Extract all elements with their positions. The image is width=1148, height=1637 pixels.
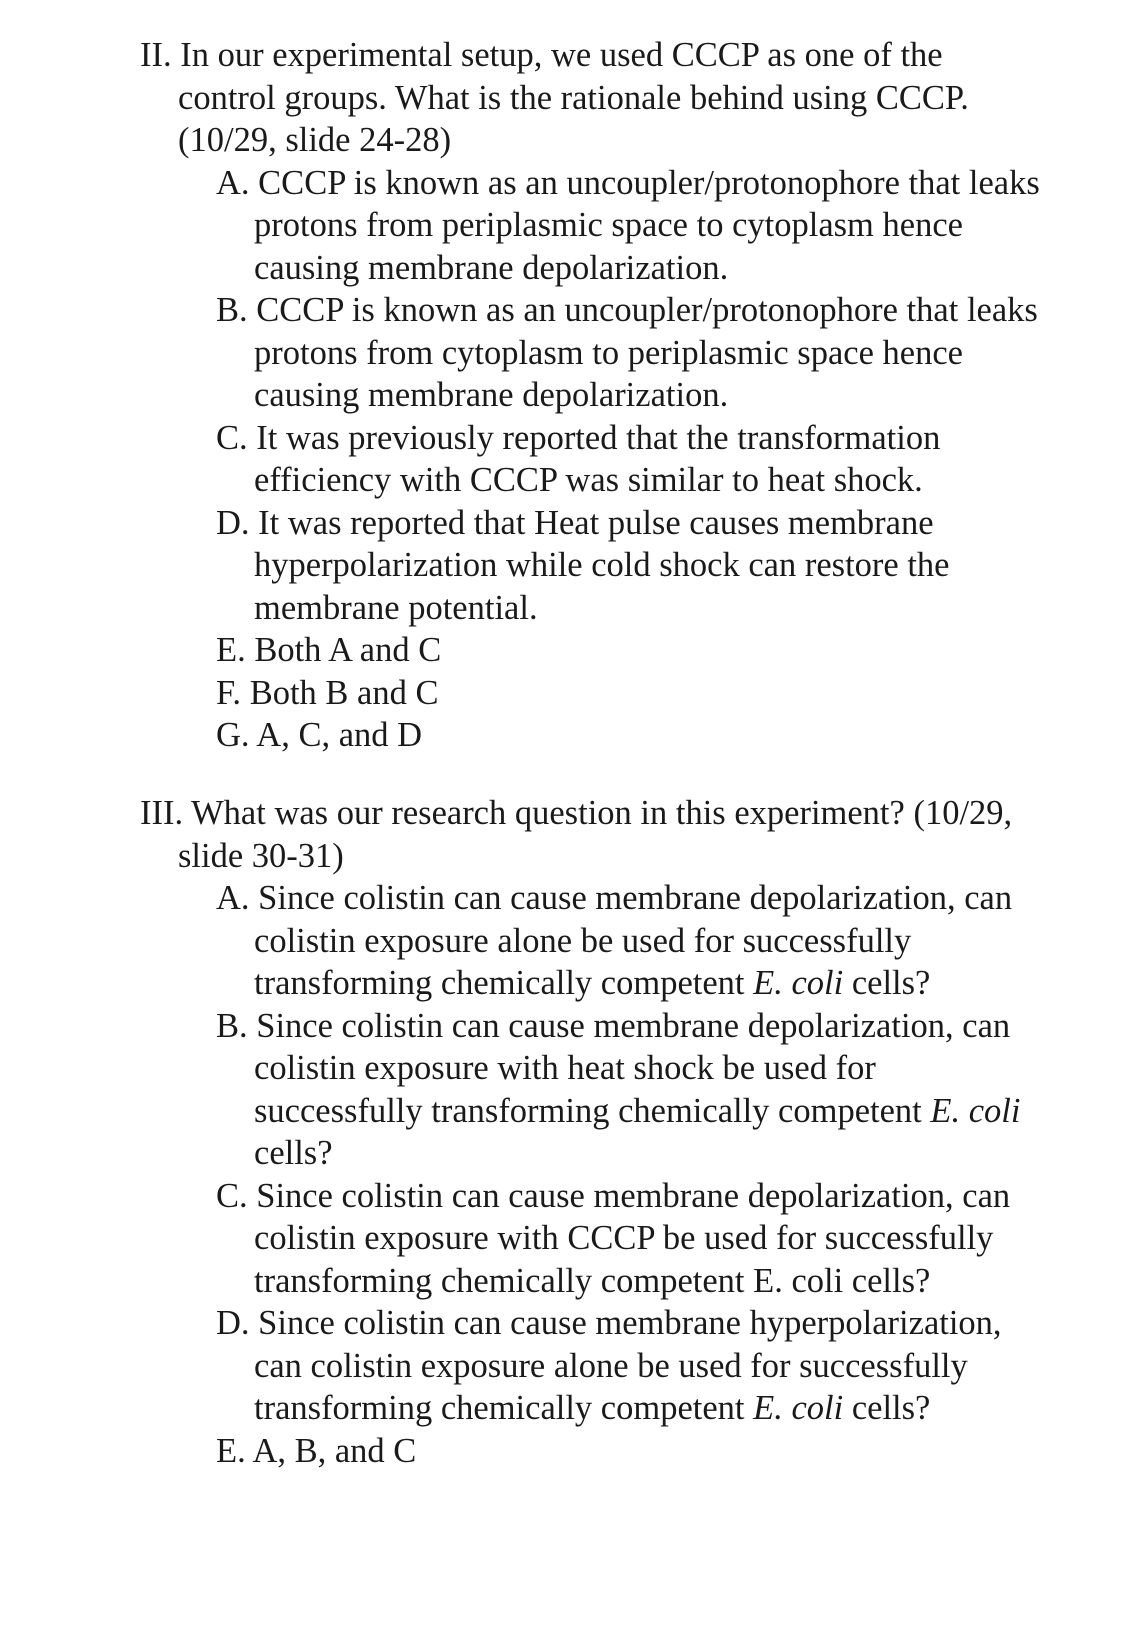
option-text: Since colistin can cause membrane depolarization, can colistin exposure with heat shock be used for successfully transforming chemically competent xyxy=(254,1006,1011,1130)
option-b xyxy=(216,1005,1040,1175)
option-d xyxy=(216,1302,1040,1430)
question-text: In our experimental setup, we used CCCP as one of the control groups. What is the rationale behind using CCCP. (10/29, slide 24-28) xyxy=(178,36,969,159)
option-c xyxy=(216,417,1040,502)
answer-options xyxy=(140,162,1040,757)
option-letter: A. xyxy=(216,879,250,917)
option-d xyxy=(216,502,1040,630)
option-a xyxy=(216,877,1040,1005)
option-letter: B. xyxy=(216,1006,248,1045)
option-text-end: cells? xyxy=(254,1134,333,1172)
question-stem xyxy=(140,792,1040,877)
question-3 xyxy=(140,792,1040,1472)
option-text: CCCP is known as an uncoupler/protonophore that leaks protons from periplasmic space to cytoplasm hence causing membrane depolarization. xyxy=(254,163,1040,287)
option-text: Since colistin can cause membrane hyperpolarization, can colistin exposure alone be used for successfully transforming chemically competent xyxy=(254,1304,1002,1427)
option-g xyxy=(216,714,1040,757)
option-text-end: cells? xyxy=(851,1389,931,1427)
option-text-end: cells? xyxy=(851,964,931,1002)
option-letter: B. xyxy=(216,291,248,329)
question-number: III. xyxy=(140,794,184,832)
option-letter: D. xyxy=(216,1304,250,1342)
answer-options xyxy=(140,877,1040,1472)
option-letter: A. xyxy=(216,163,250,202)
option-letter: D. xyxy=(216,503,250,542)
option-letter: C. xyxy=(216,418,248,457)
option-letter: C. xyxy=(216,1176,248,1215)
option-e xyxy=(216,629,1040,672)
option-text: It was previously reported that the transformation efficiency with CCCP was similar to heat shock. xyxy=(254,418,941,499)
option-letter: E. xyxy=(216,631,246,669)
question-text: What was our research question in this experiment? (10/29, slide 30-31) xyxy=(178,794,1013,875)
option-letter: G. xyxy=(216,716,250,754)
option-text: Both A and C xyxy=(254,631,442,669)
species-name: E. coli xyxy=(753,1389,844,1427)
question-2 xyxy=(140,34,1040,757)
species-name: E. coli xyxy=(753,964,844,1002)
option-f xyxy=(216,672,1040,715)
option-text: A, B, and C xyxy=(252,1431,417,1470)
option-a xyxy=(216,162,1040,290)
question-number: II. xyxy=(140,36,172,74)
option-text: Both B and C xyxy=(249,673,439,712)
option-text: Since colistin can cause membrane depolarization, can colistin exposure with CCCP be used for successfully transforming chemically competent E. coli cells? xyxy=(254,1176,1011,1300)
question-stem xyxy=(140,34,1040,162)
species-name: E. coli xyxy=(930,1091,1021,1130)
option-letter: E. xyxy=(216,1431,246,1470)
option-text: A, C, and D xyxy=(256,716,423,754)
option-text: CCCP is known as an uncoupler/protonophore that leaks protons from cytoplasm to periplasmic space hence causing membrane depolarization. xyxy=(254,291,1038,414)
option-text: Since colistin can cause membrane depolarization, can colistin exposure alone be used for successfully transforming chemically competent xyxy=(254,879,1013,1002)
option-letter: F. xyxy=(216,673,242,712)
option-b xyxy=(216,289,1040,417)
option-c xyxy=(216,1175,1040,1303)
option-e xyxy=(216,1430,1040,1473)
option-text: It was reported that Heat pulse causes membrane hyperpolarization while cold shock can restore the membrane potential. xyxy=(254,503,950,627)
